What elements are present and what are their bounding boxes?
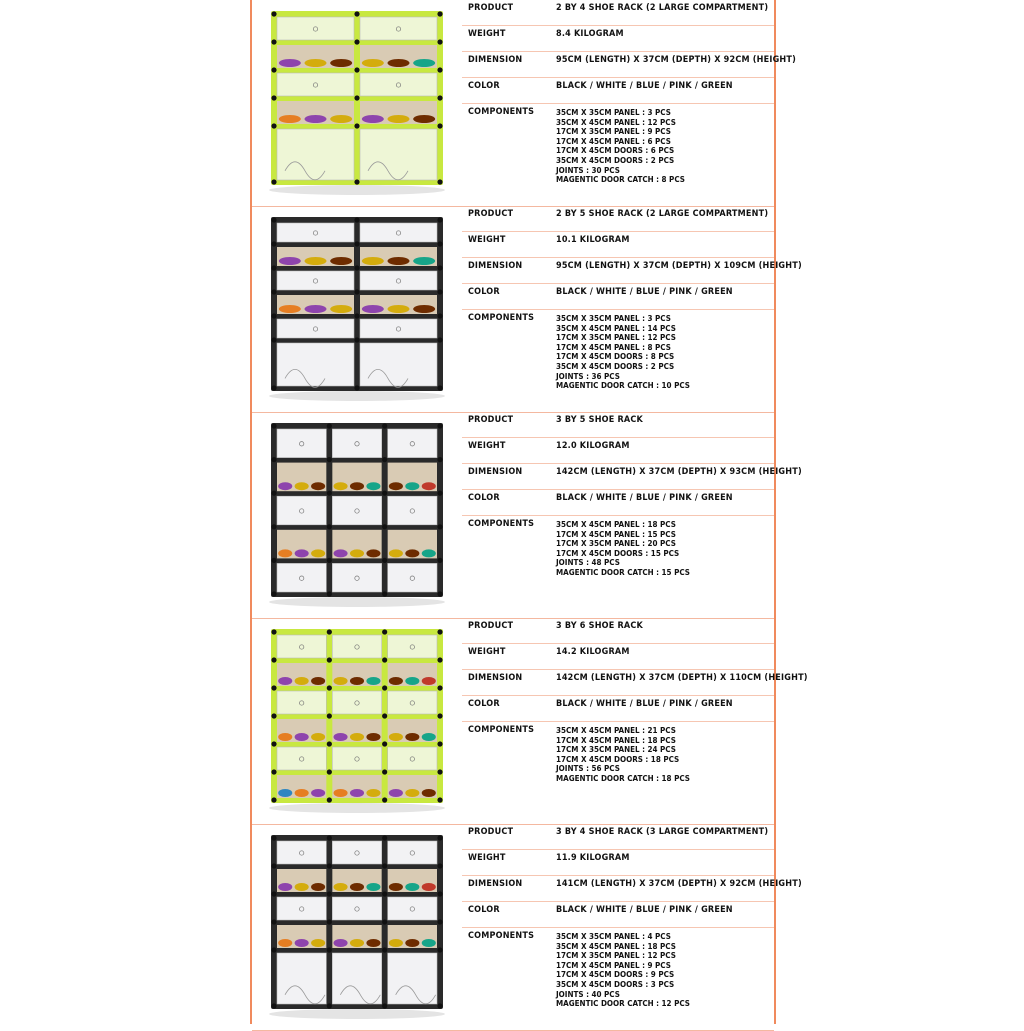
spec-table <box>462 618 808 824</box>
spec-value-product: 3 BY 4 SHOE RACK (3 LARGE COMPARTMENT) <box>556 827 769 837</box>
spec-row-color <box>462 902 774 928</box>
component-line: 35CM X 45CM DOORS : 2 PCS <box>556 361 675 371</box>
spec-table <box>462 0 797 206</box>
spec-label-dimension: DIMENSION <box>468 673 523 683</box>
product-block <box>252 206 802 413</box>
spec-label-weight: WEIGHT <box>468 853 506 863</box>
spec-table <box>462 824 802 1030</box>
spec-row-components <box>462 722 774 823</box>
component-line: 17CM X 35CM PANEL : 12 PCS <box>556 333 676 343</box>
spec-value-dimension: 95CM (LENGTH) X 37CM (DEPTH) X 109CM (HEIGHT) <box>556 261 802 271</box>
component-line: 17CM X 45CM DOORS : 15 PCS <box>556 548 680 558</box>
spec-table <box>462 412 802 618</box>
component-line: 35CM X 45CM PANEL : 21 PCS <box>556 726 676 735</box>
component-line: 35CM X 45CM PANEL : 18 PCS <box>556 520 676 529</box>
spec-value-weight: 14.2 KILOGRAM <box>556 647 630 657</box>
spec-value-product: 2 BY 4 SHOE RACK (2 LARGE COMPARTMENT) <box>556 3 769 13</box>
component-line: MAGENTIC DOOR CATCH : 18 PCS <box>556 773 690 783</box>
spec-label-weight: WEIGHT <box>468 441 506 451</box>
component-line: 17CM X 45CM PANEL : 8 PCS <box>556 342 671 352</box>
spec-label-components: COMPONENTS <box>468 725 535 735</box>
spec-row-product <box>462 824 774 850</box>
component-line: 17CM X 35CM PANEL : 24 PCS <box>556 745 676 755</box>
product-block <box>252 0 797 207</box>
spec-label-product: PRODUCT <box>468 3 514 13</box>
component-line: JOINTS : 36 PCS <box>556 371 620 381</box>
shoe-rack-illustration <box>258 828 454 1024</box>
component-line: JOINTS : 40 PCS <box>556 989 620 999</box>
shoe-rack-photo <box>258 210 454 406</box>
components-list <box>556 726 690 784</box>
spec-label-dimension: DIMENSION <box>468 261 523 271</box>
spec-table <box>462 206 802 412</box>
product-block <box>252 618 808 825</box>
spec-value-weight: 11.9 KILOGRAM <box>556 853 630 863</box>
product-block <box>252 412 802 619</box>
spec-value-color: BLACK / WHITE / BLUE / PINK / GREEN <box>556 287 733 297</box>
spec-label-color: COLOR <box>468 81 500 91</box>
spec-row-dimension <box>462 876 802 902</box>
spec-row-dimension <box>462 464 802 490</box>
component-line: MAGENTIC DOOR CATCH : 15 PCS <box>556 567 690 577</box>
component-line: 35CM X 35CM PANEL : 3 PCS <box>556 314 671 323</box>
component-line: 17CM X 35CM PANEL : 9 PCS <box>556 127 671 137</box>
spec-value-weight: 8.4 KILOGRAM <box>556 29 624 39</box>
spec-row-weight <box>462 232 774 258</box>
component-line: 35CM X 45CM PANEL : 14 PCS <box>556 323 676 333</box>
spec-label-color: COLOR <box>468 905 500 915</box>
spec-label-dimension: DIMENSION <box>468 55 523 65</box>
spec-label-components: COMPONENTS <box>468 519 535 529</box>
component-line: JOINTS : 48 PCS <box>556 558 620 568</box>
spec-label-components: COMPONENTS <box>468 107 535 117</box>
spec-value-dimension: 142CM (LENGTH) X 37CM (DEPTH) X 110CM (HEIGHT) <box>556 673 808 683</box>
spec-row-weight <box>462 438 774 464</box>
component-line: 17CM X 35CM PANEL : 12 PCS <box>556 951 676 961</box>
spec-value-color: BLACK / WHITE / BLUE / PINK / GREEN <box>556 493 733 503</box>
spec-label-dimension: DIMENSION <box>468 467 523 477</box>
shoe-rack-photo <box>258 4 454 200</box>
spec-label-product: PRODUCT <box>468 415 514 425</box>
component-line: 17CM X 45CM DOORS : 8 PCS <box>556 352 675 362</box>
spec-row-dimension <box>462 670 808 696</box>
spec-row-product <box>462 206 774 232</box>
shoe-rack-photo <box>258 828 454 1024</box>
product-spec-sheet <box>250 0 808 1024</box>
component-line: 17CM X 35CM PANEL : 20 PCS <box>556 539 676 549</box>
components-list <box>556 314 690 391</box>
spec-value-dimension: 141CM (LENGTH) X 37CM (DEPTH) X 92CM (HEIGHT) <box>556 879 802 889</box>
spec-row-product <box>462 0 774 26</box>
component-line: MAGENTIC DOOR CATCH : 10 PCS <box>556 381 690 391</box>
spec-row-color <box>462 78 774 104</box>
spec-value-color: BLACK / WHITE / BLUE / PINK / GREEN <box>556 699 733 709</box>
spec-row-weight <box>462 26 774 52</box>
spec-row-weight <box>462 644 774 670</box>
component-line: 35CM X 35CM PANEL : 4 PCS <box>556 932 671 941</box>
component-line: 35CM X 45CM DOORS : 2 PCS <box>556 155 675 165</box>
spec-label-dimension: DIMENSION <box>468 879 523 889</box>
spec-value-product: 3 BY 5 SHOE RACK <box>556 415 644 425</box>
spec-value-product: 3 BY 6 SHOE RACK <box>556 621 644 631</box>
spec-row-color <box>462 490 774 516</box>
component-line: 17CM X 45CM DOORS : 9 PCS <box>556 970 675 980</box>
shoe-rack-illustration <box>258 622 454 818</box>
spec-value-dimension: 142CM (LENGTH) X 37CM (DEPTH) X 93CM (HEIGHT) <box>556 467 802 477</box>
components-list <box>556 932 690 1009</box>
spec-row-weight <box>462 850 774 876</box>
spec-label-weight: WEIGHT <box>468 647 506 657</box>
component-line: 17CM X 45CM PANEL : 6 PCS <box>556 136 671 146</box>
spec-label-components: COMPONENTS <box>468 313 535 323</box>
spec-value-color: BLACK / WHITE / BLUE / PINK / GREEN <box>556 905 733 915</box>
spec-label-color: COLOR <box>468 287 500 297</box>
spec-value-dimension: 95CM (LENGTH) X 37CM (DEPTH) X 92CM (HEIGHT) <box>556 55 797 65</box>
components-list <box>556 108 685 185</box>
spec-row-dimension <box>462 258 802 284</box>
spec-label-product: PRODUCT <box>468 827 514 837</box>
spec-row-components <box>462 928 774 1029</box>
spec-value-weight: 10.1 KILOGRAM <box>556 235 630 245</box>
product-block <box>252 824 802 1031</box>
spec-row-color <box>462 696 774 722</box>
component-line: 17CM X 45CM DOORS : 6 PCS <box>556 146 675 156</box>
spec-label-weight: WEIGHT <box>468 29 506 39</box>
shoe-rack-photo <box>258 416 454 612</box>
shoe-rack-illustration <box>258 416 454 612</box>
component-line: MAGENTIC DOOR CATCH : 8 PCS <box>556 175 685 185</box>
spec-label-weight: WEIGHT <box>468 235 506 245</box>
spec-value-product: 2 BY 5 SHOE RACK (2 LARGE COMPARTMENT) <box>556 209 769 219</box>
spec-row-product <box>462 618 774 644</box>
spec-value-color: BLACK / WHITE / BLUE / PINK / GREEN <box>556 81 733 91</box>
component-line: 35CM X 45CM DOORS : 3 PCS <box>556 979 675 989</box>
component-line: MAGENTIC DOOR CATCH : 12 PCS <box>556 999 690 1009</box>
component-line: JOINTS : 30 PCS <box>556 165 620 175</box>
spec-row-components <box>462 310 774 411</box>
shoe-rack-illustration <box>258 4 454 200</box>
spec-row-product <box>462 412 774 438</box>
component-line: 17CM X 45CM DOORS : 18 PCS <box>556 754 680 764</box>
spec-value-weight: 12.0 KILOGRAM <box>556 441 630 451</box>
component-line: 35CM X 45CM PANEL : 12 PCS <box>556 117 676 127</box>
spec-label-components: COMPONENTS <box>468 931 535 941</box>
shoe-rack-photo <box>258 622 454 818</box>
spec-row-color <box>462 284 774 310</box>
spec-row-components <box>462 104 774 205</box>
components-list <box>556 520 690 578</box>
spec-row-components <box>462 516 774 617</box>
component-line: 17CM X 45CM PANEL : 18 PCS <box>556 735 676 745</box>
spec-label-product: PRODUCT <box>468 209 514 219</box>
shoe-rack-illustration <box>258 210 454 406</box>
spec-label-product: PRODUCT <box>468 621 514 631</box>
spec-label-color: COLOR <box>468 699 500 709</box>
component-line: 17CM X 45CM PANEL : 15 PCS <box>556 529 676 539</box>
spec-label-color: COLOR <box>468 493 500 503</box>
component-line: 17CM X 45CM PANEL : 9 PCS <box>556 960 671 970</box>
component-line: 35CM X 45CM PANEL : 18 PCS <box>556 941 676 951</box>
component-line: JOINTS : 56 PCS <box>556 764 620 774</box>
component-line: 35CM X 35CM PANEL : 3 PCS <box>556 108 671 117</box>
spec-row-dimension <box>462 52 797 78</box>
